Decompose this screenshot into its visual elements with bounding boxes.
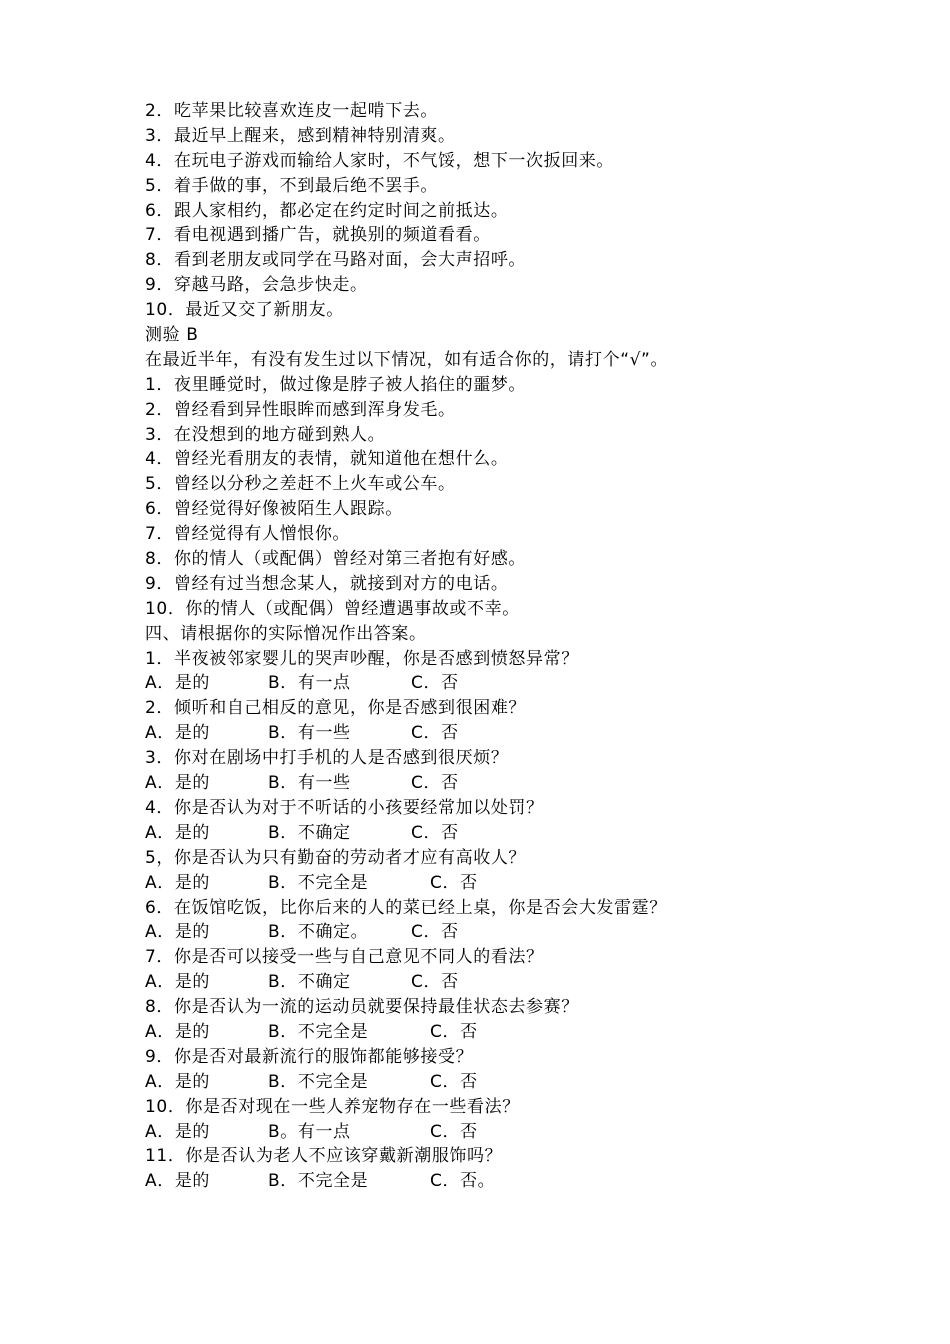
option-a: A．是的 — [145, 822, 211, 843]
answer-options — [145, 970, 905, 995]
test-b-item: 4．曾经光看朋友的表情，就知道他在想什么。 — [145, 449, 509, 470]
answer-options — [145, 1169, 905, 1194]
option-c: C．否 — [430, 1121, 478, 1142]
answer-options — [145, 920, 905, 945]
option-c: C．否。 — [430, 1171, 496, 1192]
test-b-item: 7．曾经觉得有人憎恨你。 — [145, 524, 351, 545]
question-text: 5，你是否认为只有勤奋的劳动者才应有高收人？ — [145, 847, 527, 868]
test-a-item: 4．在玩电子游戏而输给人家时，不气馁，想下一次扳回来。 — [145, 150, 615, 171]
option-a: A．是的 — [145, 1121, 211, 1142]
option-b: B．不完全是 — [268, 1071, 369, 1092]
answer-options — [145, 721, 905, 746]
option-a: A．是的 — [145, 673, 211, 694]
test-b-instruction: 在最近半年，有没有发生过以下情况，如有适合你的，请打个“√”。 — [145, 349, 669, 370]
test-a-item: 7．看电视遇到播广告，就换别的频道看看。 — [145, 225, 491, 246]
option-b: B．不完全是 — [268, 1171, 369, 1192]
option-b: B．不确定。 — [268, 922, 369, 943]
option-a: A．是的 — [145, 1071, 211, 1092]
answer-options — [145, 1020, 905, 1045]
test-a-item: 2．吃苹果比较喜欢连皮一起啃下去。 — [145, 101, 439, 121]
option-b: B．不完全是 — [268, 1021, 369, 1042]
answer-options — [145, 1070, 905, 1095]
option-a: A．是的 — [145, 773, 211, 794]
option-a: A．是的 — [145, 872, 211, 893]
question-text: 6．在饭馆吃饭，比你后来的人的菜已经上桌，你是否会大发雷霆？ — [145, 897, 667, 918]
test-a-item: 5．着手做的事，不到最后绝不罢手。 — [145, 175, 439, 196]
question-text: 9．你是否对最新流行的服饰都能够接受？ — [145, 1046, 474, 1067]
question-text: 11．你是否认为老人不应该穿戴新潮服饰吗？ — [145, 1146, 503, 1167]
section-4-questions — [145, 647, 905, 1195]
option-a: A．是的 — [145, 922, 211, 943]
document-body — [145, 99, 905, 1194]
test-b-item: 3．在没想到的地方碰到熟人。 — [145, 424, 386, 445]
test-b-item: 6．曾经觉得好像被陌生人跟踪。 — [145, 499, 403, 520]
option-b: B．有一点 — [268, 673, 351, 694]
test-a-item: 8．看到老朋友或同学在马路对面，会大声招呼。 — [145, 250, 527, 271]
test-a-item: 6．跟人家相约，都必定在约定时间之前抵达。 — [145, 200, 509, 221]
test-a-item: 10．最近又交了新朋友。 — [145, 300, 344, 321]
section-4-heading: 四、请根据你的实际憎况作出答案。 — [145, 623, 427, 644]
question-text: 4．你是否认为对于不听话的小孩要经常加以处罚？ — [145, 797, 544, 818]
question-text: 1．半夜被邻家婴儿的哭声吵醒，你是否感到愤怒异常？ — [145, 648, 579, 669]
option-c: C．否 — [411, 723, 459, 744]
option-c: C．否 — [411, 773, 459, 794]
question-text: 8．你是否认为一流的运动员就要保持最佳状态去参赛？ — [145, 997, 579, 1018]
question-text: 10．你是否对现在一些人养宠物存在一些看法？ — [145, 1096, 520, 1117]
option-b: B．有一些 — [268, 723, 351, 744]
test-a-item: 9．穿越马路，会急步快走。 — [145, 275, 368, 296]
option-c: C．否 — [430, 1021, 478, 1042]
option-b: B．不完全是 — [268, 872, 369, 893]
test-b-item: 10．你的情人（或配偶）曾经遭遇事故或不幸。 — [145, 598, 520, 619]
question-text: 2．倾听和自己相反的意见，你是否感到很困难？ — [145, 698, 527, 719]
test-b-item: 2．曾经看到异性眼眸而感到浑身发毛。 — [145, 399, 456, 420]
answer-options — [145, 771, 905, 796]
option-c: C．否 — [411, 673, 459, 694]
option-c: C．否 — [430, 1071, 478, 1092]
option-c: C．否 — [411, 922, 459, 943]
option-b: B．有一些 — [268, 773, 351, 794]
question-text: 7．你是否可以接受一些与自己意见不同人的看法？ — [145, 947, 544, 968]
test-a-item: 3．最近早上醒来，感到精神特别清爽。 — [145, 125, 456, 146]
option-b: B。有一点 — [268, 1121, 351, 1142]
option-b: B．不确定 — [268, 822, 351, 843]
option-c: C．否 — [411, 822, 459, 843]
test-b-item: 9．曾经有过当想念某人，就接到对方的电话。 — [145, 573, 509, 594]
option-c: C．否 — [411, 972, 459, 993]
option-a: A．是的 — [145, 1171, 211, 1192]
option-a: A．是的 — [145, 723, 211, 744]
option-a: A．是的 — [145, 1021, 211, 1042]
test-b-title: 测验 B — [145, 325, 199, 346]
option-b: B．不确定 — [268, 972, 351, 993]
answer-options — [145, 671, 905, 696]
answer-options — [145, 821, 905, 846]
test-b-item: 1．夜里睡觉时，做过像是脖子被人掐住的噩梦。 — [145, 374, 527, 395]
answer-options — [145, 1120, 905, 1145]
test-a-list — [145, 99, 905, 323]
answer-options — [145, 871, 905, 896]
test-b-list — [145, 373, 905, 622]
test-b-item: 5．曾经以分秒之差赶不上火车或公车。 — [145, 474, 456, 495]
test-b-item: 8．你的情人（或配偶）曾经对第三者抱有好感。 — [145, 549, 527, 570]
question-text: 3．你对在剧场中打手机的人是否感到很厌烦？ — [145, 748, 509, 769]
option-c: C．否 — [430, 872, 478, 893]
option-a: A．是的 — [145, 972, 211, 993]
